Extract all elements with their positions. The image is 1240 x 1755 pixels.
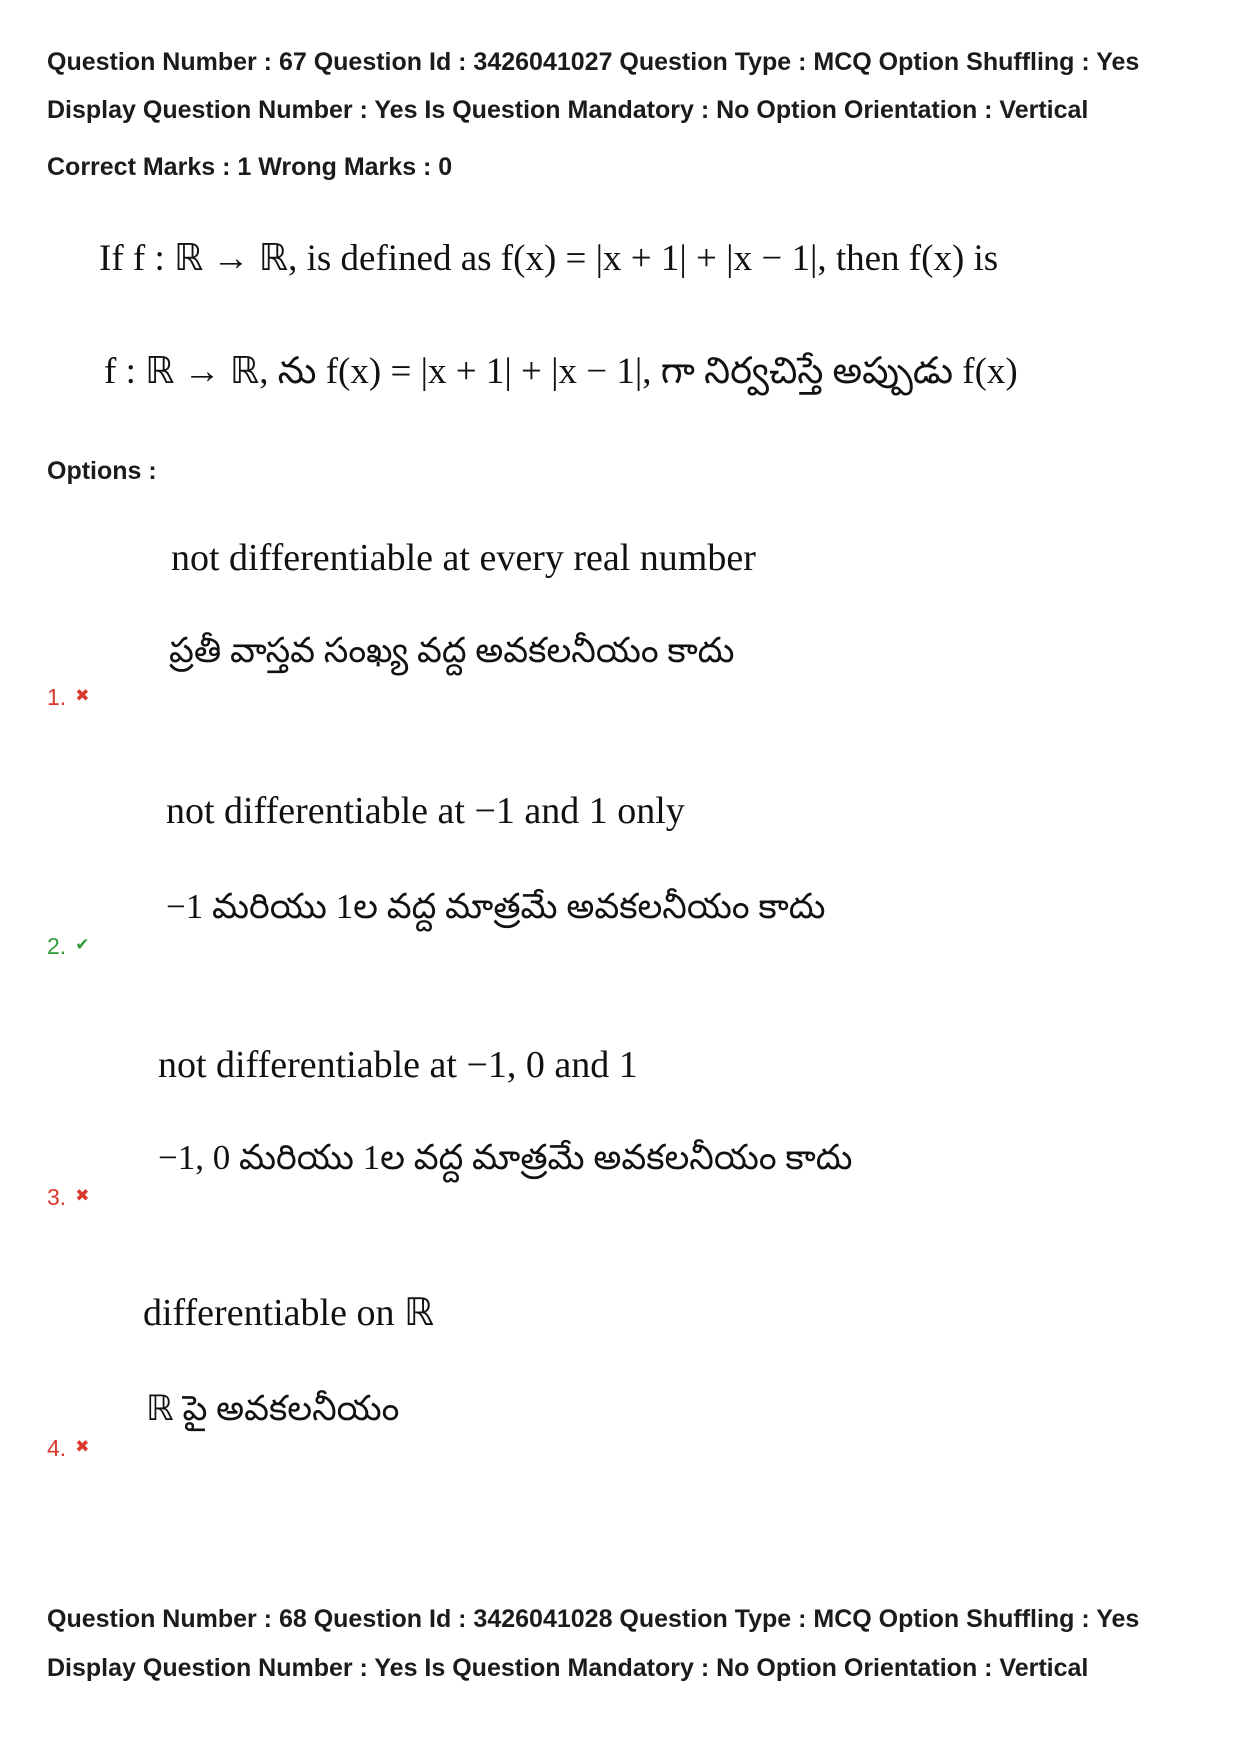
cross-icon: ✖	[75, 1186, 90, 1206]
option-4-marker	[47, 1434, 89, 1465]
question-67-meta-line-2: Display Question Number : Yes Is Question Mandatory : No Option Orientation : Vertical	[47, 96, 1089, 124]
option-1-text-english: not differentiable at every real number	[171, 537, 756, 579]
option-1-marker	[47, 683, 89, 714]
check-icon: ✔	[75, 935, 90, 955]
option-1-text-telugu: ప్రతీ వాస్తవ సంఖ్య వద్ద అవకలనీయం కాదు	[169, 631, 735, 670]
cross-icon: ✖	[75, 1437, 90, 1457]
option-2-text-telugu: −1 మరియు 1ల వద్ద మాత్రమే అవకలనీయం కాదు	[166, 887, 826, 926]
option-4-text-telugu: ℝ పై అవకలనీయం	[146, 1389, 400, 1428]
question-text-telugu: f : ℝ → ℝ, ను f(x) = |x + 1| + |x − 1|, గా నిర్వచిస్తే అప్పుడు f(x)	[104, 351, 1018, 392]
option-3-text-telugu: −1, 0 మరియు 1ల వద్ద మాత్రమే అవకలనీయం కాదు	[158, 1138, 853, 1177]
question-68-meta-line-1: Question Number : 68 Question Id : 3426041028 Question Type : MCQ Option Shuffling : Yes	[47, 1605, 1140, 1633]
option-2-text-english: not differentiable at −1 and 1 only	[166, 790, 685, 832]
option-3-number: 3.	[47, 1184, 67, 1210]
option-2-number: 2.	[47, 933, 67, 959]
option-2-marker	[47, 932, 89, 963]
question-text-english: If f : ℝ → ℝ, is defined as f(x) = |x + 1| + |x − 1|, then f(x) is	[99, 238, 999, 279]
cross-icon: ✖	[75, 686, 90, 706]
option-1-number: 1.	[47, 684, 67, 710]
option-4-text-english: differentiable on ℝ	[143, 1292, 435, 1334]
question-67-marks: Correct Marks : 1 Wrong Marks : 0	[47, 153, 453, 181]
option-3-marker	[47, 1183, 89, 1214]
options-label: Options :	[47, 457, 157, 485]
option-4-number: 4.	[47, 1435, 67, 1461]
option-3-text-english: not differentiable at −1, 0 and 1	[158, 1044, 638, 1086]
question-67-meta-line-1: Question Number : 67 Question Id : 3426041027 Question Type : MCQ Option Shuffling : Yes	[47, 48, 1140, 76]
question-68-meta-line-2: Display Question Number : Yes Is Question Mandatory : No Option Orientation : Vertical	[47, 1654, 1089, 1682]
